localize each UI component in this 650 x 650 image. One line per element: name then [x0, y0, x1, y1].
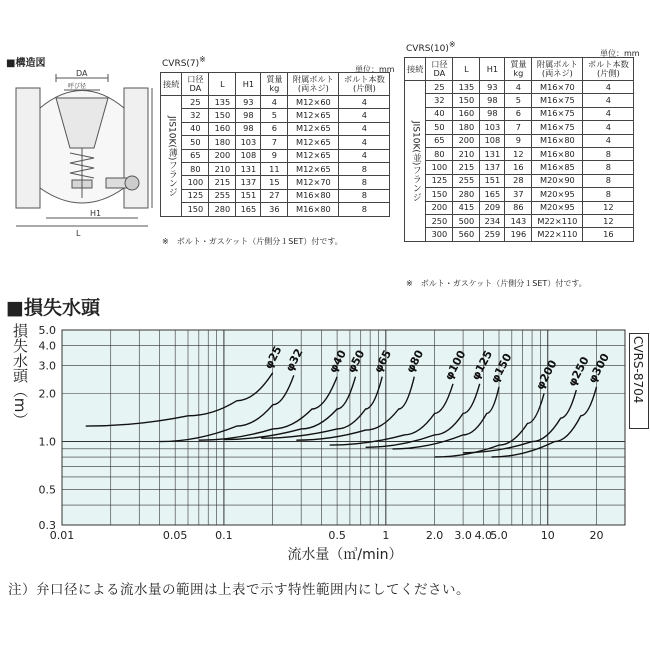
table-row: [161, 96, 390, 109]
table-cell: 108: [480, 134, 505, 147]
table-cell: 25: [426, 81, 453, 94]
table-row: [405, 121, 634, 134]
table-cell: 280: [453, 188, 480, 201]
table-cell: M16×75: [532, 121, 583, 134]
table-cell: 4: [339, 136, 390, 149]
table-cell: 4: [583, 121, 634, 134]
table-cell: 11: [261, 162, 288, 175]
table-cell: 165: [480, 188, 505, 201]
y-tick-label: 0.5: [38, 483, 56, 497]
table-cell: 160: [453, 107, 480, 120]
chart-code: CVRS-8704: [631, 336, 645, 404]
table-cell: 8: [583, 147, 634, 160]
x-tick-label: 5.0: [490, 529, 508, 542]
table-cell: 255: [453, 174, 480, 187]
table-cell: M16×75: [532, 94, 583, 107]
table-cell: 180: [209, 136, 236, 149]
table-row: [405, 107, 634, 120]
y-axis-label: 損失水頭（m）: [11, 322, 29, 428]
table-cell: 135: [453, 81, 480, 94]
table-cell: 65: [426, 134, 453, 147]
table-cell: 103: [236, 136, 261, 149]
table-cell: 36: [261, 203, 288, 216]
curve-label: φ65: [371, 347, 395, 376]
table-row: [405, 134, 634, 147]
header-5: 附属ボルト (両ネジ): [288, 73, 339, 96]
table-row: [405, 174, 634, 187]
table-cell: 40: [426, 107, 453, 120]
table-cell: 234: [480, 214, 505, 227]
table-cell: 40: [182, 122, 209, 135]
table-cell: 200: [426, 201, 453, 214]
header-1: 口径 DA: [182, 73, 209, 96]
curve-label: φ250: [565, 354, 592, 389]
x-tick-label: 20: [589, 529, 604, 542]
table-cell: 255: [209, 189, 236, 202]
table-cell: 210: [209, 162, 236, 175]
table-cell: 80: [426, 147, 453, 160]
table10-title: CVRS(10)※: [406, 40, 456, 54]
y-tick-label: 5.0: [38, 324, 56, 337]
table-cell: M12×65: [288, 109, 339, 122]
header-3: H1: [236, 73, 261, 96]
table-cell: 25: [182, 96, 209, 109]
table-cell: 100: [182, 176, 209, 189]
table-cell: 150: [182, 203, 209, 216]
table-cell: 150: [209, 109, 236, 122]
table-cell: 4: [505, 81, 532, 94]
table-cell: 103: [480, 121, 505, 134]
table-cell: 28: [505, 174, 532, 187]
table-cell: 150: [426, 188, 453, 201]
table-cell: 131: [236, 162, 261, 175]
header-6: ボルト本数 (片側): [339, 73, 390, 96]
table-cell: 4: [339, 149, 390, 162]
table-cell: 300: [426, 228, 453, 241]
table-cell: 150: [453, 94, 480, 107]
table-cell: 32: [426, 94, 453, 107]
table-cell: M16×80: [288, 189, 339, 202]
table-cell: 8: [583, 174, 634, 187]
table-row: [161, 203, 390, 216]
table-cell: M16×80: [532, 147, 583, 160]
table-cell: M12×65: [288, 122, 339, 135]
table-cell: 93: [236, 96, 261, 109]
curve-label: φ100: [442, 348, 469, 383]
table7-note: ※ ボルト・ガスケット（片側分１SET）付です。: [162, 237, 343, 246]
diagram-label-h1: H1: [90, 209, 102, 218]
table-row: [161, 136, 390, 149]
table-cell: 4: [583, 94, 634, 107]
table-cell: 16: [505, 161, 532, 174]
table-row: [405, 201, 634, 214]
curve-label: φ32: [282, 346, 306, 374]
diagram-label-nominal: 呼び径: [68, 83, 87, 90]
table-row: [405, 161, 634, 174]
y-tick-label: 0.3: [38, 519, 56, 532]
table-cell: 210: [453, 147, 480, 160]
table-row: [405, 188, 634, 201]
table-cell: 125: [426, 174, 453, 187]
table-cell: 4: [583, 107, 634, 120]
table-cell: M20×90: [532, 174, 583, 187]
table-cell: 98: [480, 107, 505, 120]
x-tick-label: 0.05: [162, 529, 188, 542]
table-cell: 4: [583, 134, 634, 147]
table-cell: M16×80: [288, 203, 339, 216]
curve-label: φ80: [403, 347, 427, 376]
table10-unit: 単位：mm: [600, 49, 640, 58]
curve-label: φ25: [261, 343, 285, 372]
table-cell: 27: [261, 189, 288, 202]
x-tick-label: 0.5: [328, 529, 346, 542]
table-cell: 4: [339, 96, 390, 109]
table-cell: 196: [505, 228, 532, 241]
header-2: L: [453, 58, 480, 81]
table-cell: 93: [480, 81, 505, 94]
table-cell: 500: [453, 214, 480, 227]
table-cell: 259: [480, 228, 505, 241]
diagram-label-da: DA: [76, 69, 88, 78]
curve-label: φ200: [533, 357, 560, 392]
table-cell: 15: [261, 176, 288, 189]
table7-container: [160, 72, 390, 217]
table-row: [161, 122, 390, 135]
table-cell: 50: [182, 136, 209, 149]
header-6: ボルト本数 (片側): [583, 58, 634, 81]
table-cell: 7: [261, 136, 288, 149]
table-cell: 32: [182, 109, 209, 122]
table-cell: 165: [236, 203, 261, 216]
table-cell: M16×75: [532, 107, 583, 120]
table-row: [405, 81, 634, 94]
table-cell: 5: [261, 109, 288, 122]
structure-title: ■構造図: [6, 58, 46, 69]
x-tick-label: 1: [382, 529, 390, 542]
x-tick-label: 4.0: [474, 529, 493, 542]
spec-table-cvrs10: [404, 57, 634, 242]
table-cell: 8: [339, 203, 390, 216]
table7-unit: 単位：mm: [355, 65, 395, 74]
table10-container: [404, 57, 634, 242]
table-row: [161, 176, 390, 189]
valve-cross-section-diagram: [6, 68, 156, 238]
curve-label: φ125: [468, 348, 496, 383]
table-cell: 4: [339, 109, 390, 122]
x-tick-label: 0.01: [49, 529, 75, 542]
table-cell: 4: [339, 122, 390, 135]
table-cell: 12: [583, 214, 634, 227]
table-cell: M12×65: [288, 149, 339, 162]
table-cell: 100: [426, 161, 453, 174]
table-row: [161, 189, 390, 202]
table-cell: 215: [453, 161, 480, 174]
loss-section-title: ■損失水頭: [6, 297, 100, 319]
header-4: 質量 kg: [261, 73, 288, 96]
spec-table-cvrs7: [160, 72, 390, 217]
curve-label: φ150: [488, 351, 515, 386]
table-cell: 137: [480, 161, 505, 174]
table-cell: 135: [209, 96, 236, 109]
table-cell: M16×70: [532, 81, 583, 94]
table-cell: 16: [583, 228, 634, 241]
header-2: L: [209, 73, 236, 96]
table-cell: 8: [339, 176, 390, 189]
table-cell: 9: [261, 149, 288, 162]
table-cell: 215: [209, 176, 236, 189]
table-cell: 98: [480, 94, 505, 107]
table-cell: M12×65: [288, 136, 339, 149]
curve-label: φ40: [326, 347, 349, 376]
table-cell: 151: [480, 174, 505, 187]
table-cell: M12×65: [288, 162, 339, 175]
table10-note: ※ ボルト・ガスケット（片側分１SET）付です。: [406, 279, 587, 288]
table-cell: M22×110: [532, 214, 583, 227]
connection-type: JIS10K(並)フランジ: [405, 81, 426, 242]
table-cell: 12: [505, 147, 532, 160]
code-box: [629, 333, 649, 429]
header-1: 口径 DA: [426, 58, 453, 81]
table-cell: 151: [236, 189, 261, 202]
table-cell: 65: [182, 149, 209, 162]
table-cell: 180: [453, 121, 480, 134]
table-cell: 131: [480, 147, 505, 160]
table-cell: 6: [261, 122, 288, 135]
connection-type: JIS10K(薄)フランジ: [161, 96, 182, 217]
header-4: 質量 kg: [505, 58, 532, 81]
table-cell: 415: [453, 201, 480, 214]
header-0: 接続: [161, 73, 182, 96]
x-tick-label: 2.0: [425, 529, 444, 542]
y-tick-label: 2.0: [38, 387, 56, 401]
table-cell: 9: [505, 134, 532, 147]
header-0: 接続: [405, 58, 426, 81]
table-cell: M12×60: [288, 96, 339, 109]
table-cell: 80: [182, 162, 209, 175]
table7-title: CVRS(7)※: [162, 55, 206, 69]
x-tick-label: 0.1: [215, 529, 233, 542]
table-row: [161, 162, 390, 175]
table-cell: 8: [583, 161, 634, 174]
table-cell: 6: [505, 107, 532, 120]
table-cell: M20×95: [532, 188, 583, 201]
y-tick-label: 1.0: [38, 435, 56, 449]
table-cell: 108: [236, 149, 261, 162]
head-loss-chart: [0, 320, 650, 565]
table-cell: 50: [426, 121, 453, 134]
table-cell: 8: [583, 188, 634, 201]
y-tick-label: 3.0: [38, 359, 56, 373]
table-cell: 4: [583, 81, 634, 94]
table-cell: 86: [505, 201, 532, 214]
table-cell: M20×95: [532, 201, 583, 214]
table-cell: 200: [453, 134, 480, 147]
table-row: [405, 94, 634, 107]
table-row: [405, 147, 634, 160]
x-tick-label: 10: [540, 529, 555, 542]
table-cell: M12×70: [288, 176, 339, 189]
table-cell: 5: [505, 94, 532, 107]
table-cell: 250: [426, 214, 453, 227]
table-cell: 209: [480, 201, 505, 214]
table-cell: 4: [261, 96, 288, 109]
table-cell: 160: [209, 122, 236, 135]
y-tick-label: 4.0: [38, 339, 56, 353]
table-cell: 98: [236, 109, 261, 122]
x-axis-label: 流水量（㎥/min）: [287, 547, 403, 563]
table-cell: 12: [583, 201, 634, 214]
table-row: [405, 214, 634, 227]
curve-label: φ300: [585, 351, 612, 386]
table-cell: 125: [182, 189, 209, 202]
table-cell: 98: [236, 122, 261, 135]
table-cell: 280: [209, 203, 236, 216]
header-3: H1: [480, 58, 505, 81]
table-cell: 7: [505, 121, 532, 134]
table-row: [161, 109, 390, 122]
loss-footnote: 注）弁口径による流水量の範囲は上表で示す特性範囲内にしてください。: [8, 582, 470, 598]
table-cell: M16×85: [532, 161, 583, 174]
table-cell: 8: [339, 189, 390, 202]
table-cell: 143: [505, 214, 532, 227]
table-cell: 560: [453, 228, 480, 241]
header-5: 附属ボルト (両ネジ): [532, 58, 583, 81]
table-cell: 37: [505, 188, 532, 201]
table-row: [405, 228, 634, 241]
x-tick-label: 3.0: [454, 529, 472, 542]
diagram-label-l: L: [76, 229, 81, 238]
table-cell: M16×80: [532, 134, 583, 147]
table-cell: M22×110: [532, 228, 583, 241]
table-cell: 200: [209, 149, 236, 162]
table-cell: 137: [236, 176, 261, 189]
curve-label: φ50: [344, 347, 368, 376]
table-row: [161, 149, 390, 162]
table-cell: 8: [339, 162, 390, 175]
